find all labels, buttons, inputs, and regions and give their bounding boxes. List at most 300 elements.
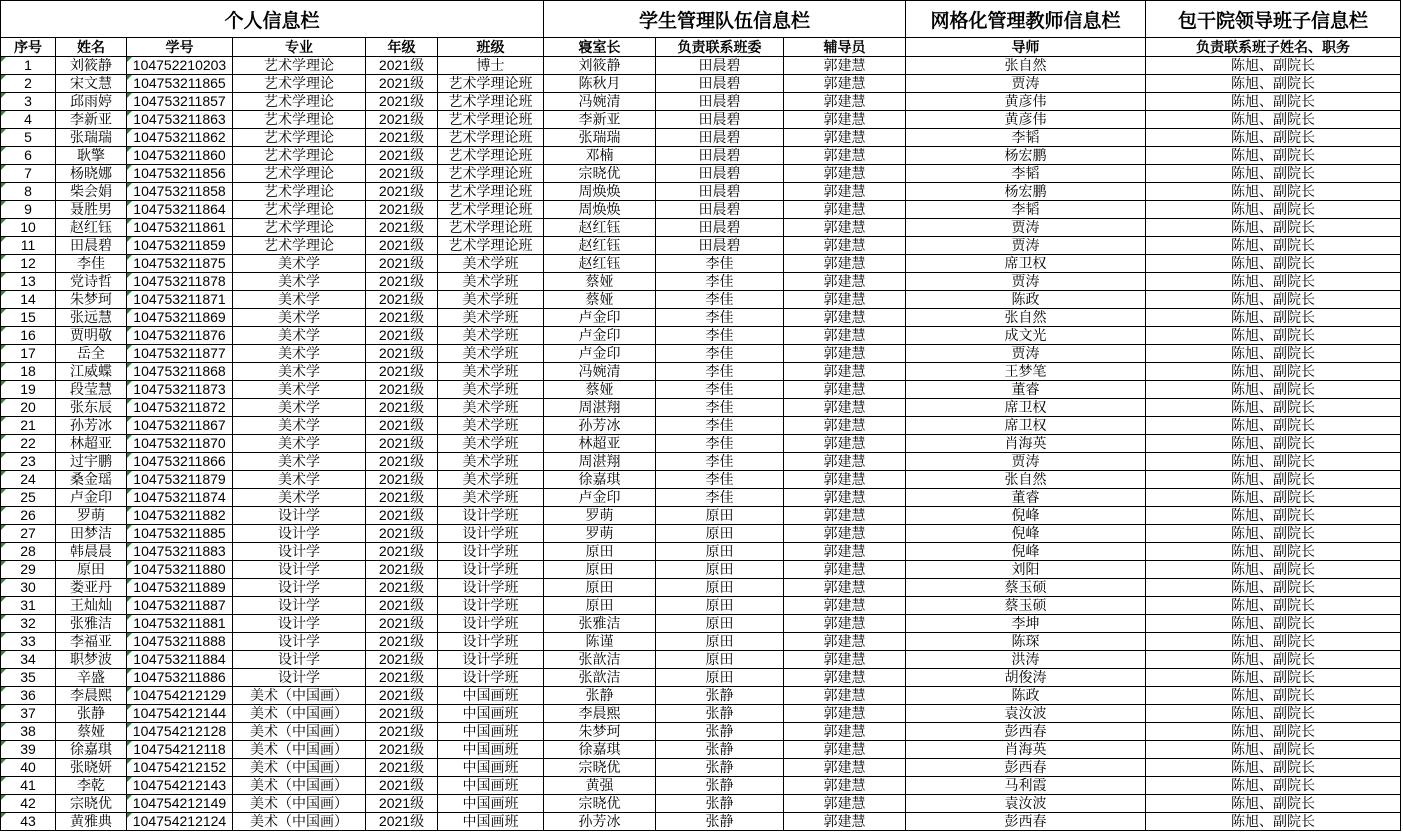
cell-advisor[interactable]: 陈政 — [906, 687, 1146, 705]
cell-class-committee[interactable]: 李佳 — [656, 489, 784, 507]
cell-major[interactable]: 设计学 — [233, 651, 366, 669]
cell-class-committee[interactable]: 田晨碧 — [656, 165, 784, 183]
cell-advisor[interactable]: 张自然 — [906, 309, 1146, 327]
cell-grade[interactable]: 2021级 — [366, 525, 438, 543]
cell-student-id[interactable]: 104753211882 — [127, 507, 233, 525]
cell-dorm-leader[interactable]: 陈谨 — [544, 633, 656, 651]
cell-major[interactable]: 设计学 — [233, 561, 366, 579]
cell-major[interactable]: 美术学 — [233, 453, 366, 471]
cell-index[interactable]: 19 — [1, 381, 56, 399]
cell-leader[interactable]: 陈旭、副院长 — [1146, 633, 1401, 651]
cell-grade[interactable]: 2021级 — [366, 57, 438, 75]
cell-class[interactable]: 美术学班 — [438, 489, 544, 507]
cell-class[interactable]: 美术学班 — [438, 417, 544, 435]
cell-major[interactable]: 美术学 — [233, 381, 366, 399]
cell-student-id[interactable]: 104753211865 — [127, 75, 233, 93]
cell-grade[interactable]: 2021级 — [366, 255, 438, 273]
cell-index[interactable]: 8 — [1, 183, 56, 201]
cell-name[interactable]: 朱梦珂 — [56, 291, 127, 309]
cell-name[interactable]: 卢金印 — [56, 489, 127, 507]
cell-class-committee[interactable]: 田晨碧 — [656, 93, 784, 111]
cell-class[interactable]: 美术学班 — [438, 255, 544, 273]
cell-grade[interactable]: 2021级 — [366, 273, 438, 291]
cell-index[interactable]: 15 — [1, 309, 56, 327]
cell-major[interactable]: 艺术学理论 — [233, 165, 366, 183]
group-header-grid-teacher[interactable]: 网格化管理教师信息栏 — [906, 1, 1146, 38]
cell-student-id[interactable]: 104753211861 — [127, 219, 233, 237]
cell-class[interactable]: 艺术学理论班 — [438, 75, 544, 93]
cell-dorm-leader[interactable]: 张雅洁 — [544, 615, 656, 633]
cell-class[interactable]: 设计学班 — [438, 651, 544, 669]
cell-major[interactable]: 设计学 — [233, 615, 366, 633]
cell-class[interactable]: 美术学班 — [438, 363, 544, 381]
cell-dorm-leader[interactable]: 黄强 — [544, 777, 656, 795]
cell-student-id[interactable]: 104753211866 — [127, 453, 233, 471]
cell-leader[interactable]: 陈旭、副院长 — [1146, 345, 1401, 363]
cell-class[interactable]: 美术学班 — [438, 291, 544, 309]
cell-advisor[interactable]: 贾涛 — [906, 273, 1146, 291]
cell-major[interactable]: 设计学 — [233, 507, 366, 525]
cell-index[interactable]: 9 — [1, 201, 56, 219]
cell-major[interactable]: 美术（中国画） — [233, 741, 366, 759]
cell-counselor[interactable]: 郭建慧 — [784, 723, 906, 741]
cell-major[interactable]: 艺术学理论 — [233, 129, 366, 147]
cell-name[interactable]: 张瑞瑞 — [56, 129, 127, 147]
cell-dorm-leader[interactable]: 蔡娅 — [544, 381, 656, 399]
cell-major[interactable]: 设计学 — [233, 543, 366, 561]
cell-advisor[interactable]: 贾涛 — [906, 75, 1146, 93]
cell-major[interactable]: 设计学 — [233, 579, 366, 597]
cell-student-id[interactable]: 104753211860 — [127, 147, 233, 165]
cell-class-committee[interactable]: 原田 — [656, 669, 784, 687]
cell-student-id[interactable]: 104753211867 — [127, 417, 233, 435]
cell-dorm-leader[interactable]: 周湛翔 — [544, 399, 656, 417]
cell-class-committee[interactable]: 原田 — [656, 633, 784, 651]
cell-counselor[interactable]: 郭建慧 — [784, 219, 906, 237]
cell-grade[interactable]: 2021级 — [366, 777, 438, 795]
cell-leader[interactable]: 陈旭、副院长 — [1146, 489, 1401, 507]
cell-leader[interactable]: 陈旭、副院长 — [1146, 147, 1401, 165]
cell-counselor[interactable]: 郭建慧 — [784, 111, 906, 129]
cell-grade[interactable]: 2021级 — [366, 309, 438, 327]
cell-leader[interactable]: 陈旭、副院长 — [1146, 111, 1401, 129]
cell-index[interactable]: 28 — [1, 543, 56, 561]
cell-student-id[interactable]: 104753211883 — [127, 543, 233, 561]
cell-class[interactable]: 美术学班 — [438, 273, 544, 291]
cell-major[interactable]: 美术学 — [233, 435, 366, 453]
cell-counselor[interactable]: 郭建慧 — [784, 381, 906, 399]
column-header-student-id[interactable]: 学号 — [127, 38, 233, 57]
cell-student-id[interactable]: 104753211886 — [127, 669, 233, 687]
cell-leader[interactable]: 陈旭、副院长 — [1146, 237, 1401, 255]
cell-class[interactable]: 设计学班 — [438, 525, 544, 543]
cell-advisor[interactable]: 席卫权 — [906, 255, 1146, 273]
cell-counselor[interactable]: 郭建慧 — [784, 525, 906, 543]
cell-class[interactable]: 中国画班 — [438, 759, 544, 777]
cell-class-committee[interactable]: 李佳 — [656, 345, 784, 363]
cell-major[interactable]: 美术学 — [233, 345, 366, 363]
cell-student-id[interactable]: 104753211874 — [127, 489, 233, 507]
cell-index[interactable]: 33 — [1, 633, 56, 651]
cell-class[interactable]: 中国画班 — [438, 705, 544, 723]
cell-leader[interactable]: 陈旭、副院长 — [1146, 381, 1401, 399]
cell-grade[interactable]: 2021级 — [366, 147, 438, 165]
cell-class[interactable]: 艺术学理论班 — [438, 183, 544, 201]
cell-dorm-leader[interactable]: 原田 — [544, 561, 656, 579]
cell-counselor[interactable]: 郭建慧 — [784, 777, 906, 795]
cell-class[interactable]: 艺术学理论班 — [438, 219, 544, 237]
cell-grade[interactable]: 2021级 — [366, 615, 438, 633]
cell-class-committee[interactable]: 原田 — [656, 651, 784, 669]
cell-dorm-leader[interactable]: 原田 — [544, 543, 656, 561]
cell-leader[interactable]: 陈旭、副院长 — [1146, 183, 1401, 201]
cell-student-id[interactable]: 104753211869 — [127, 309, 233, 327]
cell-leader[interactable]: 陈旭、副院长 — [1146, 129, 1401, 147]
cell-index[interactable]: 20 — [1, 399, 56, 417]
cell-class[interactable]: 艺术学理论班 — [438, 201, 544, 219]
cell-name[interactable]: 赵红钰 — [56, 219, 127, 237]
cell-grade[interactable]: 2021级 — [366, 651, 438, 669]
cell-grade[interactable]: 2021级 — [366, 507, 438, 525]
cell-name[interactable]: 党诗哲 — [56, 273, 127, 291]
cell-advisor[interactable]: 黄彦伟 — [906, 93, 1146, 111]
cell-student-id[interactable]: 104753211864 — [127, 201, 233, 219]
cell-dorm-leader[interactable]: 赵红钰 — [544, 219, 656, 237]
cell-name[interactable]: 田梦洁 — [56, 525, 127, 543]
cell-leader[interactable]: 陈旭、副院长 — [1146, 723, 1401, 741]
cell-advisor[interactable]: 袁汝波 — [906, 795, 1146, 813]
cell-advisor[interactable]: 肖海英 — [906, 741, 1146, 759]
cell-dorm-leader[interactable]: 张歆洁 — [544, 669, 656, 687]
cell-grade[interactable]: 2021级 — [366, 705, 438, 723]
cell-major[interactable]: 设计学 — [233, 597, 366, 615]
cell-counselor[interactable]: 郭建慧 — [784, 183, 906, 201]
cell-counselor[interactable]: 郭建慧 — [784, 201, 906, 219]
cell-major[interactable]: 美术（中国画） — [233, 705, 366, 723]
cell-student-id[interactable]: 104753211862 — [127, 129, 233, 147]
cell-grade[interactable]: 2021级 — [366, 183, 438, 201]
cell-student-id[interactable]: 104753211881 — [127, 615, 233, 633]
cell-counselor[interactable]: 郭建慧 — [784, 165, 906, 183]
cell-leader[interactable]: 陈旭、副院长 — [1146, 201, 1401, 219]
cell-grade[interactable]: 2021级 — [366, 345, 438, 363]
group-header-student-management[interactable]: 学生管理队伍信息栏 — [544, 1, 906, 38]
cell-student-id[interactable]: 104754212144 — [127, 705, 233, 723]
cell-index[interactable]: 30 — [1, 579, 56, 597]
cell-dorm-leader[interactable]: 卢金印 — [544, 345, 656, 363]
cell-index[interactable]: 18 — [1, 363, 56, 381]
cell-student-id[interactable]: 104753211887 — [127, 597, 233, 615]
cell-dorm-leader[interactable]: 孙芳冰 — [544, 417, 656, 435]
cell-major[interactable]: 艺术学理论 — [233, 201, 366, 219]
cell-student-id[interactable]: 104754212152 — [127, 759, 233, 777]
cell-class[interactable]: 设计学班 — [438, 615, 544, 633]
cell-name[interactable]: 刘筱静 — [56, 57, 127, 75]
cell-dorm-leader[interactable]: 朱梦珂 — [544, 723, 656, 741]
cell-advisor[interactable]: 倪峰 — [906, 543, 1146, 561]
cell-leader[interactable]: 陈旭、副院长 — [1146, 399, 1401, 417]
cell-name[interactable]: 柴会娟 — [56, 183, 127, 201]
cell-class-committee[interactable]: 李佳 — [656, 291, 784, 309]
cell-name[interactable]: 黄雅典 — [56, 813, 127, 831]
cell-counselor[interactable]: 郭建慧 — [784, 705, 906, 723]
cell-counselor[interactable]: 郭建慧 — [784, 633, 906, 651]
cell-student-id[interactable]: 104753211872 — [127, 399, 233, 417]
cell-major[interactable]: 艺术学理论 — [233, 183, 366, 201]
cell-student-id[interactable]: 104753211863 — [127, 111, 233, 129]
cell-dorm-leader[interactable]: 宗晓优 — [544, 165, 656, 183]
cell-index[interactable]: 34 — [1, 651, 56, 669]
cell-counselor[interactable]: 郭建慧 — [784, 273, 906, 291]
cell-student-id[interactable]: 104753211884 — [127, 651, 233, 669]
cell-name[interactable]: 贾明敬 — [56, 327, 127, 345]
cell-student-id[interactable]: 104752210203 — [127, 57, 233, 75]
cell-index[interactable]: 4 — [1, 111, 56, 129]
cell-index[interactable]: 38 — [1, 723, 56, 741]
column-header-class[interactable]: 班级 — [438, 38, 544, 57]
cell-index[interactable]: 37 — [1, 705, 56, 723]
cell-class-committee[interactable]: 田晨碧 — [656, 237, 784, 255]
cell-counselor[interactable]: 郭建慧 — [784, 597, 906, 615]
cell-dorm-leader[interactable]: 张歆洁 — [544, 651, 656, 669]
cell-grade[interactable]: 2021级 — [366, 129, 438, 147]
cell-name[interactable]: 王灿灿 — [56, 597, 127, 615]
cell-leader[interactable]: 陈旭、副院长 — [1146, 741, 1401, 759]
cell-advisor[interactable]: 倪峰 — [906, 525, 1146, 543]
cell-class-committee[interactable]: 张静 — [656, 723, 784, 741]
cell-class[interactable]: 博士 — [438, 57, 544, 75]
cell-class[interactable]: 艺术学理论班 — [438, 129, 544, 147]
cell-advisor[interactable]: 贾涛 — [906, 237, 1146, 255]
cell-class-committee[interactable]: 田晨碧 — [656, 147, 784, 165]
cell-major[interactable]: 艺术学理论 — [233, 93, 366, 111]
cell-class-committee[interactable]: 原田 — [656, 507, 784, 525]
cell-index[interactable]: 26 — [1, 507, 56, 525]
cell-leader[interactable]: 陈旭、副院长 — [1146, 93, 1401, 111]
cell-class-committee[interactable]: 原田 — [656, 525, 784, 543]
cell-counselor[interactable]: 郭建慧 — [784, 417, 906, 435]
cell-leader[interactable]: 陈旭、副院长 — [1146, 291, 1401, 309]
cell-student-id[interactable]: 104753211876 — [127, 327, 233, 345]
cell-student-id[interactable]: 104753211870 — [127, 435, 233, 453]
cell-class[interactable]: 艺术学理论班 — [438, 147, 544, 165]
cell-class[interactable]: 美术学班 — [438, 381, 544, 399]
cell-class[interactable]: 艺术学理论班 — [438, 237, 544, 255]
cell-index[interactable]: 29 — [1, 561, 56, 579]
cell-class-committee[interactable]: 李佳 — [656, 435, 784, 453]
cell-class-committee[interactable]: 李佳 — [656, 309, 784, 327]
cell-class-committee[interactable]: 张静 — [656, 813, 784, 831]
cell-student-id[interactable]: 104753211858 — [127, 183, 233, 201]
cell-major[interactable]: 美术学 — [233, 291, 366, 309]
column-header-dorm-leader[interactable]: 寝室长 — [544, 38, 656, 57]
cell-leader[interactable]: 陈旭、副院长 — [1146, 795, 1401, 813]
cell-leader[interactable]: 陈旭、副院长 — [1146, 507, 1401, 525]
group-header-leadership[interactable]: 包干院领导班子信息栏 — [1146, 1, 1401, 38]
cell-grade[interactable]: 2021级 — [366, 471, 438, 489]
cell-major[interactable]: 艺术学理论 — [233, 75, 366, 93]
cell-advisor[interactable]: 蔡玉硕 — [906, 579, 1146, 597]
cell-grade[interactable]: 2021级 — [366, 669, 438, 687]
cell-major[interactable]: 美术学 — [233, 399, 366, 417]
cell-class-committee[interactable]: 李佳 — [656, 255, 784, 273]
cell-index[interactable]: 13 — [1, 273, 56, 291]
cell-leader[interactable]: 陈旭、副院长 — [1146, 615, 1401, 633]
cell-index[interactable]: 10 — [1, 219, 56, 237]
cell-advisor[interactable]: 杨宏鹏 — [906, 147, 1146, 165]
cell-advisor[interactable]: 倪峰 — [906, 507, 1146, 525]
cell-major[interactable]: 艺术学理论 — [233, 57, 366, 75]
cell-counselor[interactable]: 郭建慧 — [784, 741, 906, 759]
cell-counselor[interactable]: 郭建慧 — [784, 345, 906, 363]
cell-index[interactable]: 25 — [1, 489, 56, 507]
cell-dorm-leader[interactable]: 冯婉清 — [544, 93, 656, 111]
cell-advisor[interactable]: 彭西春 — [906, 759, 1146, 777]
cell-grade[interactable]: 2021级 — [366, 219, 438, 237]
cell-major[interactable]: 艺术学理论 — [233, 147, 366, 165]
cell-class[interactable]: 设计学班 — [438, 597, 544, 615]
cell-counselor[interactable]: 郭建慧 — [784, 129, 906, 147]
cell-student-id[interactable]: 104754212124 — [127, 813, 233, 831]
cell-class[interactable]: 艺术学理论班 — [438, 111, 544, 129]
cell-class[interactable]: 中国画班 — [438, 813, 544, 831]
cell-leader[interactable]: 陈旭、副院长 — [1146, 597, 1401, 615]
cell-index[interactable]: 23 — [1, 453, 56, 471]
cell-name[interactable]: 娄亚丹 — [56, 579, 127, 597]
cell-dorm-leader[interactable]: 邓楠 — [544, 147, 656, 165]
cell-counselor[interactable]: 郭建慧 — [784, 93, 906, 111]
group-header-personal[interactable]: 个人信息栏 — [1, 1, 544, 38]
cell-leader[interactable]: 陈旭、副院长 — [1146, 435, 1401, 453]
cell-advisor[interactable]: 席卫权 — [906, 399, 1146, 417]
cell-major[interactable]: 美术（中国画） — [233, 813, 366, 831]
cell-name[interactable]: 韩晨晨 — [56, 543, 127, 561]
cell-grade[interactable]: 2021级 — [366, 813, 438, 831]
cell-leader[interactable]: 陈旭、副院长 — [1146, 669, 1401, 687]
cell-student-id[interactable]: 104753211889 — [127, 579, 233, 597]
cell-advisor[interactable]: 贾涛 — [906, 345, 1146, 363]
cell-class-committee[interactable]: 原田 — [656, 561, 784, 579]
cell-name[interactable]: 李晨熙 — [56, 687, 127, 705]
cell-dorm-leader[interactable]: 蔡娅 — [544, 291, 656, 309]
cell-advisor[interactable]: 袁汝波 — [906, 705, 1146, 723]
cell-student-id[interactable]: 104753211875 — [127, 255, 233, 273]
cell-dorm-leader[interactable]: 张静 — [544, 687, 656, 705]
cell-index[interactable]: 17 — [1, 345, 56, 363]
cell-dorm-leader[interactable]: 原田 — [544, 597, 656, 615]
cell-dorm-leader[interactable]: 卢金印 — [544, 309, 656, 327]
cell-class[interactable]: 中国画班 — [438, 723, 544, 741]
cell-index[interactable]: 16 — [1, 327, 56, 345]
cell-name[interactable]: 岳全 — [56, 345, 127, 363]
cell-counselor[interactable]: 郭建慧 — [784, 579, 906, 597]
cell-class-committee[interactable]: 原田 — [656, 615, 784, 633]
cell-advisor[interactable]: 贾涛 — [906, 219, 1146, 237]
column-header-advisor[interactable]: 导师 — [906, 38, 1146, 57]
cell-major[interactable]: 美术学 — [233, 363, 366, 381]
cell-class-committee[interactable]: 田晨碧 — [656, 57, 784, 75]
cell-class[interactable]: 美术学班 — [438, 435, 544, 453]
cell-class[interactable]: 中国画班 — [438, 687, 544, 705]
cell-dorm-leader[interactable]: 周湛翔 — [544, 453, 656, 471]
cell-class[interactable]: 艺术学理论班 — [438, 165, 544, 183]
cell-leader[interactable]: 陈旭、副院长 — [1146, 219, 1401, 237]
column-header-leader[interactable]: 负责联系班子姓名、职务 — [1146, 38, 1401, 57]
cell-class-committee[interactable]: 李佳 — [656, 417, 784, 435]
cell-class-committee[interactable]: 田晨碧 — [656, 183, 784, 201]
cell-dorm-leader[interactable]: 罗萌 — [544, 507, 656, 525]
cell-name[interactable]: 林超亚 — [56, 435, 127, 453]
cell-class-committee[interactable]: 田晨碧 — [656, 201, 784, 219]
cell-major[interactable]: 艺术学理论 — [233, 237, 366, 255]
cell-leader[interactable]: 陈旭、副院长 — [1146, 813, 1401, 831]
cell-index[interactable]: 40 — [1, 759, 56, 777]
column-header-class-committee[interactable]: 负责联系班委 — [656, 38, 784, 57]
cell-class-committee[interactable]: 张静 — [656, 741, 784, 759]
cell-counselor[interactable]: 郭建慧 — [784, 237, 906, 255]
cell-dorm-leader[interactable]: 原田 — [544, 579, 656, 597]
cell-leader[interactable]: 陈旭、副院长 — [1146, 687, 1401, 705]
cell-class-committee[interactable]: 李佳 — [656, 381, 784, 399]
cell-counselor[interactable]: 郭建慧 — [784, 363, 906, 381]
cell-grade[interactable]: 2021级 — [366, 417, 438, 435]
cell-name[interactable]: 李佳 — [56, 255, 127, 273]
column-header-major[interactable]: 专业 — [233, 38, 366, 57]
cell-leader[interactable]: 陈旭、副院长 — [1146, 561, 1401, 579]
cell-grade[interactable]: 2021级 — [366, 633, 438, 651]
cell-dorm-leader[interactable]: 李晨熙 — [544, 705, 656, 723]
cell-counselor[interactable]: 郭建慧 — [784, 327, 906, 345]
cell-advisor[interactable]: 蔡玉硕 — [906, 597, 1146, 615]
cell-major[interactable]: 设计学 — [233, 525, 366, 543]
cell-class-committee[interactable]: 原田 — [656, 579, 784, 597]
cell-major[interactable]: 美术（中国画） — [233, 777, 366, 795]
cell-grade[interactable]: 2021级 — [366, 795, 438, 813]
cell-counselor[interactable]: 郭建慧 — [784, 399, 906, 417]
cell-class-committee[interactable]: 张静 — [656, 795, 784, 813]
cell-leader[interactable]: 陈旭、副院长 — [1146, 363, 1401, 381]
cell-advisor[interactable]: 李韬 — [906, 201, 1146, 219]
cell-index[interactable]: 41 — [1, 777, 56, 795]
cell-name[interactable]: 蔡娅 — [56, 723, 127, 741]
cell-index[interactable]: 39 — [1, 741, 56, 759]
cell-grade[interactable]: 2021级 — [366, 759, 438, 777]
cell-name[interactable]: 聂胜男 — [56, 201, 127, 219]
cell-dorm-leader[interactable]: 徐嘉琪 — [544, 471, 656, 489]
cell-leader[interactable]: 陈旭、副院长 — [1146, 417, 1401, 435]
cell-index[interactable]: 43 — [1, 813, 56, 831]
cell-student-id[interactable]: 104753211879 — [127, 471, 233, 489]
cell-name[interactable]: 宗晓优 — [56, 795, 127, 813]
cell-index[interactable]: 3 — [1, 93, 56, 111]
cell-index[interactable]: 22 — [1, 435, 56, 453]
cell-class[interactable]: 美术学班 — [438, 471, 544, 489]
cell-dorm-leader[interactable]: 冯婉清 — [544, 363, 656, 381]
cell-counselor[interactable]: 郭建慧 — [784, 435, 906, 453]
cell-class[interactable]: 中国画班 — [438, 795, 544, 813]
cell-class-committee[interactable]: 原田 — [656, 597, 784, 615]
cell-advisor[interactable]: 王梦笔 — [906, 363, 1146, 381]
cell-grade[interactable]: 2021级 — [366, 561, 438, 579]
cell-index[interactable]: 42 — [1, 795, 56, 813]
cell-dorm-leader[interactable]: 赵红钰 — [544, 237, 656, 255]
cell-dorm-leader[interactable]: 宗晓优 — [544, 795, 656, 813]
cell-major[interactable]: 美术学 — [233, 273, 366, 291]
cell-student-id[interactable]: 104753211856 — [127, 165, 233, 183]
cell-name[interactable]: 徐嘉琪 — [56, 741, 127, 759]
cell-counselor[interactable]: 郭建慧 — [784, 651, 906, 669]
cell-name[interactable]: 孙芳冰 — [56, 417, 127, 435]
